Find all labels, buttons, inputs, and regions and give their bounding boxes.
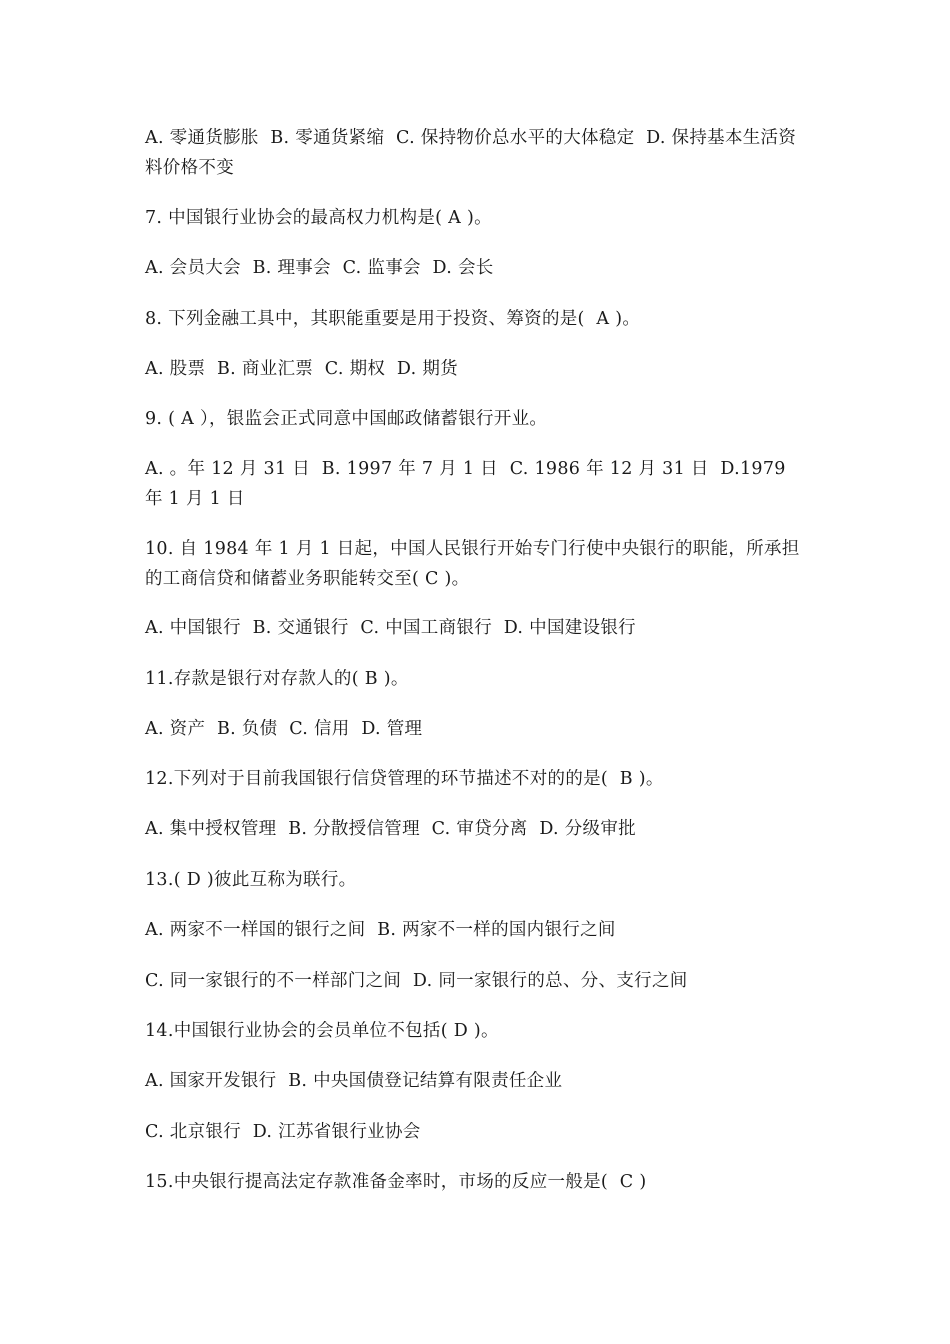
options-q11: A. 资产 B. 负债 C. 信用 D. 管理 (145, 719, 423, 739)
options-q14-line2: C. 北京银行 D. 江苏省银行业协会 (145, 1122, 421, 1142)
options-q12: A. 集中授权管理 B. 分散授信管理 C. 审贷分离 D. 分级审批 (145, 819, 636, 839)
options-q14-line1: A. 国家开发银行 B. 中央国债登记结算有限责任企业 (145, 1071, 563, 1091)
question-7: 7. 中国银行业协会的最高权力机构是( A )。 (145, 208, 492, 228)
question-13: 13.( D )彼此互称为联行。 (145, 870, 357, 890)
question-11: 11.存款是银行对存款人的( B )。 (145, 669, 409, 689)
question-14: 14.中国银行业协会的会员单位不包括( D )。 (145, 1021, 499, 1041)
question-10: 10. 自 1984 年 1 月 1 日起，中国人民银行开始专门行使中央银行的职能，所承担的工商信贷和储蓄业务职能转交至( C )。 (145, 539, 800, 589)
question-12: 12.下列对于目前我国银行信贷管理的环节描述不对的的是( B )。 (145, 769, 664, 789)
options-q9: A. 。年 12 月 31 日 B. 1997 年 7 月 1 日 C. 1986 年 12 月 31 日 D.1979 年 1 月 1 日 (145, 459, 792, 509)
options-q7: A. 会员大会 B. 理事会 C. 监事会 D. 会长 (145, 258, 494, 278)
question-9: 9. ( A ），银监会正式同意中国邮政储蓄银行开业。 (145, 409, 548, 429)
options-q10: A. 中国银行 B. 交通银行 C. 中国工商银行 D. 中国建设银行 (145, 618, 636, 638)
options-q13-line1: A. 两家不一样国的银行之间 B. 两家不一样的国内银行之间 (145, 920, 616, 940)
options-q8: A. 股票 B. 商业汇票 C. 期权 D. 期货 (145, 359, 458, 379)
options-q6: A. 零通货膨胀 B. 零通货紧缩 C. 保持物价总水平的大体稳定 D. 保持基本生活资料价格不变 (145, 128, 797, 178)
question-15: 15.中央银行提高法定存款准备金率时，市场的反应一般是( C ) (145, 1172, 647, 1192)
options-q13-line2: C. 同一家银行的不一样部门之间 D. 同一家银行的总、分、支行之间 (145, 971, 688, 991)
question-8: 8. 下列金融工具中，其职能重要是用于投资、筹资的是( A )。 (145, 309, 641, 329)
